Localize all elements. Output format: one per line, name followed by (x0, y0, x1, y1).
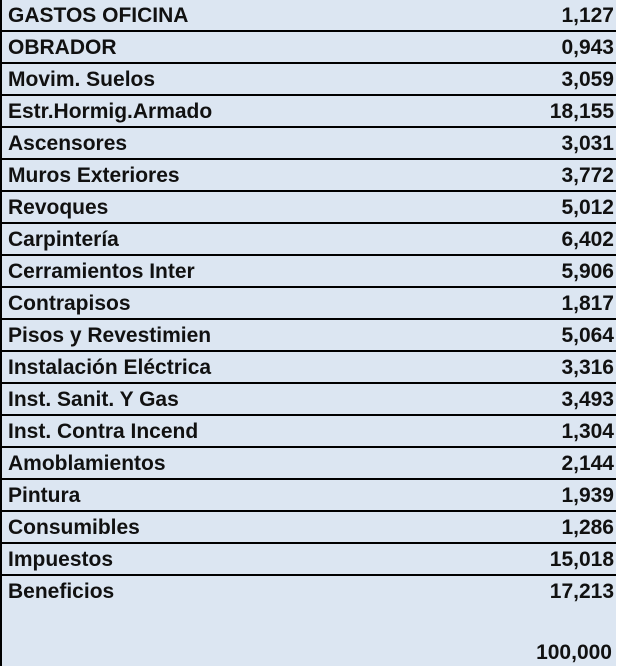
table-row[interactable] (2, 480, 616, 512)
row-label: Estr.Hormig.Armado (8, 100, 213, 123)
table-row[interactable] (2, 192, 616, 224)
row-label: Consumibles (8, 516, 140, 539)
row-value: 5,906 (561, 260, 614, 283)
row-label: Inst. Contra Incend (8, 420, 199, 443)
row-value: 5,064 (561, 324, 614, 347)
row-value: 17,213 (549, 580, 614, 603)
row-label: Instalación Eléctrica (8, 356, 212, 379)
row-value: 1,127 (561, 4, 614, 27)
table-row[interactable] (2, 32, 616, 64)
row-value: 1,939 (561, 484, 614, 507)
row-value: 3,772 (561, 164, 614, 187)
table-row[interactable] (2, 288, 616, 320)
table-row[interactable] (2, 128, 616, 160)
row-label: Pisos y Revestimien (8, 324, 212, 347)
table-row[interactable] (2, 384, 616, 416)
row-label: Ascensores (8, 132, 128, 155)
row-value: 1,817 (561, 292, 614, 315)
row-label: Contrapisos (8, 292, 131, 315)
table-row[interactable] (2, 352, 616, 384)
row-value: 15,018 (549, 548, 614, 571)
row-value: 1,286 (561, 516, 614, 539)
table-row[interactable] (2, 256, 616, 288)
table-row[interactable] (2, 512, 616, 544)
row-label: OBRADOR (8, 36, 117, 59)
row-label: Impuestos (8, 548, 114, 571)
row-value: 5,012 (561, 196, 614, 219)
row-value: 3,059 (561, 68, 614, 91)
row-label: GASTOS OFICINA (8, 4, 189, 27)
table-row[interactable] (2, 224, 616, 256)
table-row[interactable] (2, 544, 616, 576)
table-row[interactable] (2, 576, 616, 608)
row-value: 2,144 (561, 452, 614, 475)
row-value: 3,031 (561, 132, 614, 155)
table-row[interactable] (2, 96, 616, 128)
row-value: 3,316 (561, 356, 614, 379)
row-label: Revoques (8, 196, 109, 219)
row-value: 18,155 (549, 100, 614, 123)
table-row[interactable] (2, 0, 616, 32)
table-row[interactable] (2, 64, 616, 96)
row-label: Beneficios (8, 580, 115, 603)
table-row[interactable] (2, 448, 616, 480)
row-label: Amoblamientos (8, 452, 166, 475)
table-body (2, 0, 616, 608)
row-label: Muros Exteriores (8, 164, 180, 187)
row-label: Movim. Suelos (8, 68, 156, 91)
table-row[interactable] (2, 416, 616, 448)
row-value: 1,304 (561, 420, 614, 443)
row-value: 0,943 (561, 36, 614, 59)
row-label: Pintura (8, 484, 81, 507)
row-value: 6,402 (561, 228, 614, 251)
row-label: Inst. Sanit. Y Gas (8, 388, 179, 411)
row-label: Carpintería (8, 228, 119, 251)
total-value: 100,000 (536, 641, 612, 664)
row-label: Cerramientos Inter (8, 260, 195, 283)
row-value: 3,493 (561, 388, 614, 411)
table-row[interactable] (2, 320, 616, 352)
table-row[interactable] (2, 160, 616, 192)
